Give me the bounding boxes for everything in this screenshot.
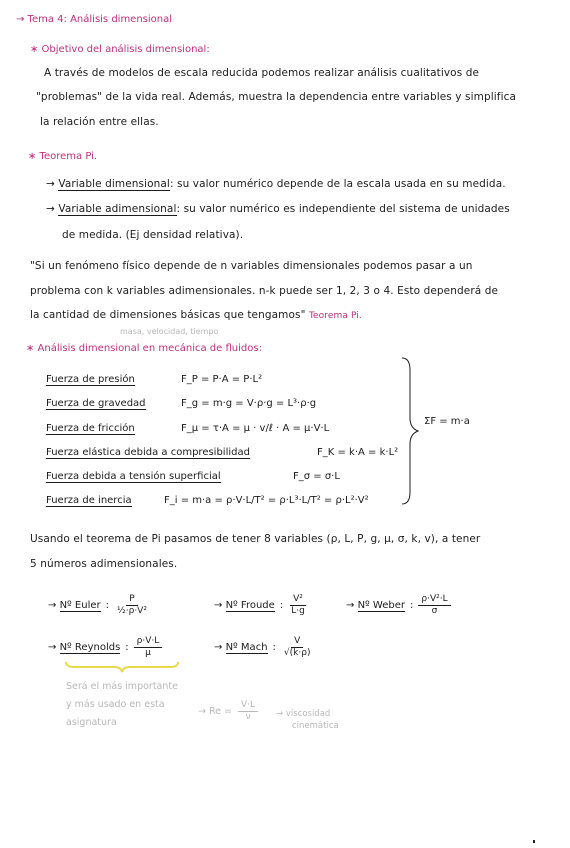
force-row xyxy=(46,447,399,458)
number-weber: → Nº Weber : $\frac{\text{ρ·V²·L}}{\sigma}$ xyxy=(346,594,451,617)
force-name: Fuerza de gravedad xyxy=(46,398,146,409)
number-fraction xyxy=(114,594,150,617)
arrow-icon: → xyxy=(214,642,226,653)
usando-line-2: 5 números adimensionales. xyxy=(30,558,178,570)
page-mark xyxy=(533,840,535,843)
teorema-item-2 xyxy=(46,203,510,215)
fraction-numerator: ρ·V·L xyxy=(134,636,163,648)
right-brace-icon xyxy=(398,356,422,506)
arrow-icon: → xyxy=(214,600,226,611)
teorema-item-1-text: : su valor numérico depende de la escala usada en su medida. xyxy=(169,178,506,190)
note-fraction xyxy=(238,700,258,723)
teorema-item-2-text: : su valor numérico es independiente del sistema de unidades xyxy=(176,203,510,215)
force-name: Fuerza de presión xyxy=(46,374,135,385)
force-row xyxy=(46,471,340,482)
number-euler: → Nº Euler : $\frac{P}{\text{½·ρ·V²}}$ xyxy=(48,594,150,617)
force-row xyxy=(46,423,330,434)
fraction-numerator: P xyxy=(126,594,137,606)
number-label: Nº Mach xyxy=(225,641,268,653)
number-fraction xyxy=(134,636,163,659)
number-label: Nº Reynolds xyxy=(59,641,121,653)
force-formula: F_σ = σ·L xyxy=(293,471,340,482)
viscosity-line-1: → viscosidad xyxy=(276,709,331,719)
reynolds-note-formula xyxy=(198,700,258,723)
quote-line-3 xyxy=(30,309,362,321)
force-formula: F_P = P·A = P·L² xyxy=(181,374,263,385)
arrow-icon: → xyxy=(48,600,60,611)
fraction-denominator: L·g xyxy=(291,606,305,616)
number-fraction xyxy=(418,594,450,617)
note-line-2: y más usado en esta xyxy=(66,699,165,710)
objetivo-line-2: "problemas" de la vida real. Además, muestra la dependencia entre variables y simplifica xyxy=(36,91,516,103)
number-froude: → Nº Froude : $\frac{\text{V²}}{L\cdot g}$ xyxy=(214,594,308,617)
fraction-denominator: ½·ρ·V² xyxy=(117,606,147,616)
force-formula: F_μ = τ·A = μ · v/ℓ · A = μ·V·L xyxy=(181,423,330,434)
number-reynolds: → Nº Reynolds : $\frac{\rho\cdot V\cdot L}{\mu}$ xyxy=(48,636,162,659)
arrow-icon: → xyxy=(46,178,55,190)
force-name: Fuerza de fricción xyxy=(46,423,135,434)
force-row xyxy=(46,374,263,385)
quote-tag: Teorema Pi. xyxy=(308,311,362,321)
arrow-icon: → xyxy=(46,203,55,215)
usando-line-1: Usando el teorema de Pi pasamos de tener 8 variables (ρ, L, P, g, μ, σ, k, v), a tener xyxy=(30,533,481,545)
force-formula: F_K = k·A = k·L² xyxy=(317,447,399,458)
number-label: Nº Euler xyxy=(59,599,101,611)
teorema-heading: ∗ Teorema Pi. xyxy=(28,151,98,162)
objetivo-line-3: la relación entre ellas. xyxy=(40,116,159,128)
analisis-heading: ∗ Análisis dimensional en mecánica de fluidos: xyxy=(26,343,262,354)
force-name: Fuerza debida a tensión superficial xyxy=(46,471,221,482)
term-variable-adimensional: Variable adimensional xyxy=(58,203,177,215)
number-fraction xyxy=(288,594,308,617)
teorema-item-2-cont: de medida. (Ej densidad relativa). xyxy=(62,229,244,241)
teorema-item-1 xyxy=(46,178,506,190)
number-label: Nº Weber xyxy=(357,599,405,611)
note-line-1: Será el más importante xyxy=(66,681,178,692)
arrow-icon: → xyxy=(48,642,60,653)
fraction-numerator: V·L xyxy=(238,700,258,712)
viscosity-line-2: cinemática xyxy=(292,721,339,731)
note-line-3: asignatura xyxy=(66,717,117,728)
arrow-icon: → xyxy=(346,600,358,611)
viscosity-note xyxy=(276,708,339,732)
force-name: Fuerza de inercia xyxy=(46,495,132,506)
fraction-numerator: V² xyxy=(290,594,306,606)
term-variable-dimensional: Variable dimensional xyxy=(58,178,170,190)
number-fraction xyxy=(281,636,314,659)
quote-note: masa, velocidad, tiempo xyxy=(120,327,219,336)
objetivo-heading: ∗ Objetivo del análisis dimensional: xyxy=(30,44,210,55)
quote-line-1: "Si un fenómeno físico depende de n variables dimensionales podemos pasar a un xyxy=(30,260,473,272)
fraction-denominator: √(k·ρ) xyxy=(283,648,311,658)
quote-line-2: problema con k variables adimensionales. n-k puede ser 1, 2, 3 o 4. Esto dependerá de xyxy=(30,285,499,297)
formula-label: → Re = xyxy=(198,706,232,717)
fraction-numerator: ρ·V²·L xyxy=(418,594,450,606)
fraction-numerator: V xyxy=(291,636,303,648)
objetivo-line-1: A través de modelos de escala reducida podemos realizar análisis cualitativos de xyxy=(44,67,480,79)
fraction-denominator: σ xyxy=(431,606,438,616)
quote-line-3-text: la cantidad de dimensiones básicas que tengamos" xyxy=(30,309,306,321)
force-row xyxy=(46,495,369,506)
force-formula: F_i = m·a = ρ·V·L/T² = ρ·L³·L/T² = ρ·L²·V² xyxy=(164,495,369,506)
fraction-denominator: μ xyxy=(145,648,151,658)
highlight-brace-icon xyxy=(64,660,180,674)
number-mach: → Nº Mach : $\frac{V}{√(k\cdot\rho)}$ xyxy=(214,636,313,659)
page-title: → Tema 4: Análisis dimensional xyxy=(16,14,173,25)
number-label: Nº Froude xyxy=(225,599,275,611)
force-formula: F_g = m·g = V·ρ·g = L³·ρ·g xyxy=(181,398,317,409)
force-row xyxy=(46,398,317,409)
force-name: Fuerza elástica debida a compresibilidad xyxy=(46,447,250,458)
sum-forces: ΣF = m·a xyxy=(424,416,470,427)
fraction-denominator: ν xyxy=(245,712,251,722)
